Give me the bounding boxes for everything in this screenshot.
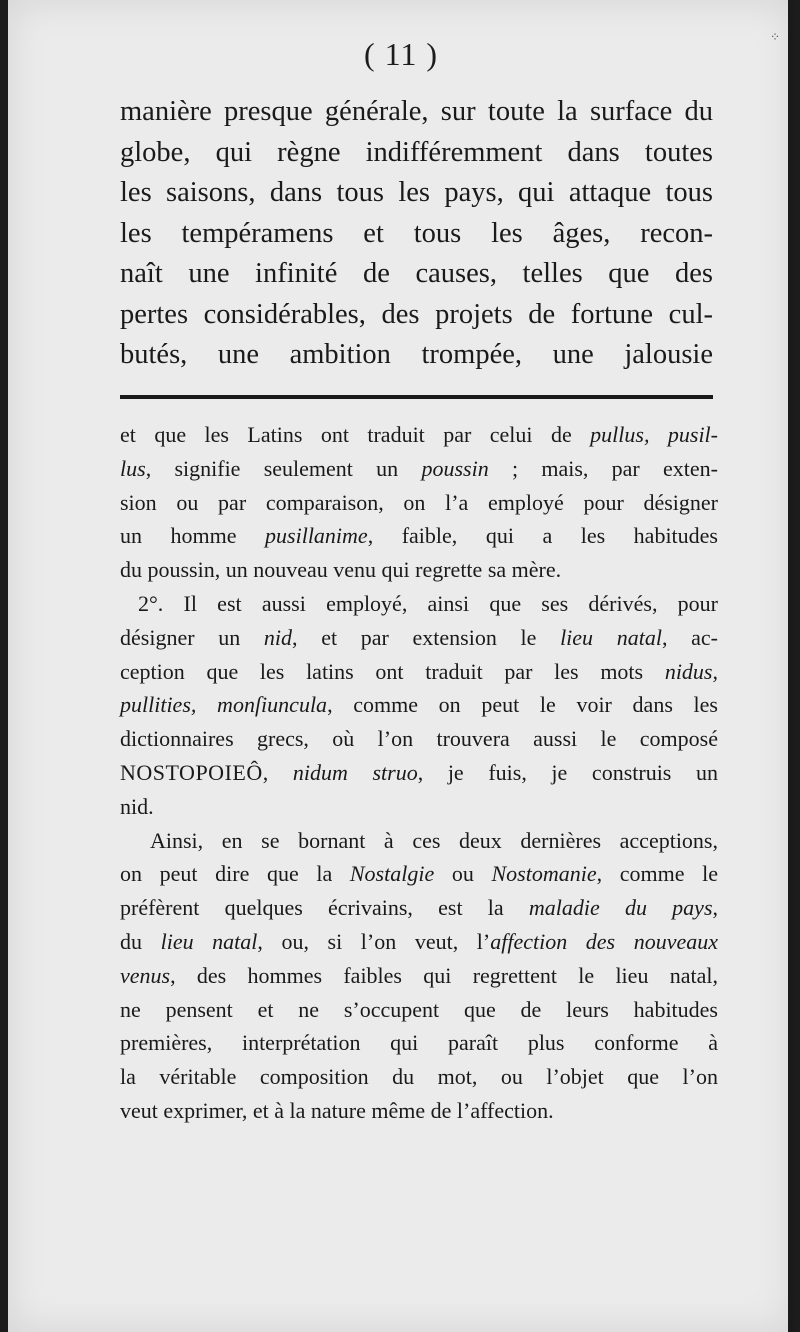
main-line: manière presque générale, sur toute la surface du (120, 96, 713, 127)
page-edge (788, 0, 794, 1332)
footnote-line: dictionnaires grecs, où l’on trouvera aussi le composé (120, 726, 718, 752)
footnote-line (120, 418, 718, 452)
footnote-italic: lieu natal (560, 624, 662, 650)
footnote-line: Ainsi, en se bornant à ces deux dernières acceptions, (150, 827, 718, 853)
footnote-text: , je fuis, je construis un (417, 759, 718, 785)
footnote-italic: nidum struo (292, 759, 418, 785)
footnote-text: ou (434, 861, 492, 887)
footnote-text: , ou, si l’on veut, l’ (257, 928, 491, 954)
footnote-italic: lieu natal (160, 928, 258, 954)
footnote-italic: venus (120, 962, 171, 988)
footnote-line (120, 756, 718, 790)
main-line: naît une infinité de causes, telles que des (120, 258, 713, 289)
main-text-block (120, 92, 713, 376)
footnote-text: , signifie seulement un (145, 455, 422, 481)
footnote-line (120, 452, 718, 486)
footnote-line (120, 621, 718, 655)
footnote-line (120, 925, 718, 959)
footnote-text: on peut dire que la (120, 861, 350, 887)
footnote-text: préfèrent quelques écrivains, est la (120, 895, 529, 921)
footnote-text: et que les Latins ont traduit par celui de (120, 422, 591, 447)
footnote-italic: lus (120, 455, 146, 481)
main-line: globe, qui règne indifféremment dans toutes (120, 136, 713, 168)
footnote-text: , (262, 759, 293, 785)
footnote-line (120, 688, 718, 722)
footnote-line: veut exprimer, et à la nature même de l’affection. (120, 1097, 554, 1123)
footnote-italic: maladie du pays (528, 895, 713, 921)
footnote-line: 2°. Il est aussi employé, ainsi que ses dérivés, pour (138, 590, 718, 616)
main-line: les tempéramens et tous les âges, recon- (120, 217, 713, 249)
footnote-line (120, 891, 718, 925)
footnote-text: , et par extension le (292, 624, 561, 650)
footnote-line: la véritable composition du mot, ou l’objet que l’on (120, 1064, 718, 1090)
footnote-line: sion ou par comparaison, on l’a employé pour désigner (120, 489, 718, 515)
footnote-text: , comme le (596, 861, 718, 887)
footnote-text: , (712, 895, 719, 921)
main-line: les saisons, dans tous les pays, qui attaque tous (120, 177, 713, 208)
footnote-italic: affection des nouveaux (490, 928, 718, 954)
footnote-italic: Nostomanie (491, 861, 597, 887)
footnote-text: du (120, 928, 161, 954)
book-page (8, 0, 794, 1332)
footnote-line: ne pensent et ne s’occupent que de leurs habitudes (120, 996, 718, 1022)
footnote-text: un homme (120, 523, 266, 549)
footnote-italic: poussin (421, 455, 489, 481)
footnote-line: du poussin, un nouveau venu qui regrette sa mère. (120, 557, 562, 583)
footnote-line (120, 519, 718, 553)
footnote-italic: pusillanime (265, 523, 368, 549)
margin-mark: ⁘ (769, 30, 780, 44)
footnote-text: , faible, qui a les habitudes (367, 523, 718, 549)
main-line: butés, une ambition trompée, une jalousie (120, 339, 713, 370)
footnote-italic: Nostalgie (349, 861, 435, 887)
footnote-italic: nid (263, 624, 293, 650)
greek-word: NOSTOPOIEÔ (120, 759, 263, 785)
footnote-line: nid. (120, 793, 154, 819)
footnote-line (120, 857, 718, 891)
footnote-line (120, 655, 718, 689)
footnote-italic: pullities, monſiuncula (120, 692, 328, 718)
footnote-text: , comme on peut le voir dans les (327, 692, 718, 718)
footnote-line: premières, interprétation qui paraît plus conforme à (120, 1030, 718, 1056)
footnote-rule (120, 395, 713, 399)
footnote-line (120, 959, 718, 993)
main-line: pertes considérables, des projets de fortune cul- (120, 298, 713, 330)
footnote-italic: pullus, pusil- (590, 422, 718, 447)
footnote-text: ; mais, par exten- (488, 455, 718, 481)
page-number: ( 11 ) (363, 36, 439, 72)
footnote-text: , ac- (661, 624, 719, 650)
footnote-block (120, 418, 718, 1128)
footnote-text: ception que les latins ont traduit par les mots (120, 658, 665, 684)
footnote-text: , des hommes faibles qui regrettent le lieu natal, (170, 962, 718, 988)
footnote-text: désigner un (120, 624, 264, 650)
footnote-italic: nidus, (664, 658, 718, 684)
